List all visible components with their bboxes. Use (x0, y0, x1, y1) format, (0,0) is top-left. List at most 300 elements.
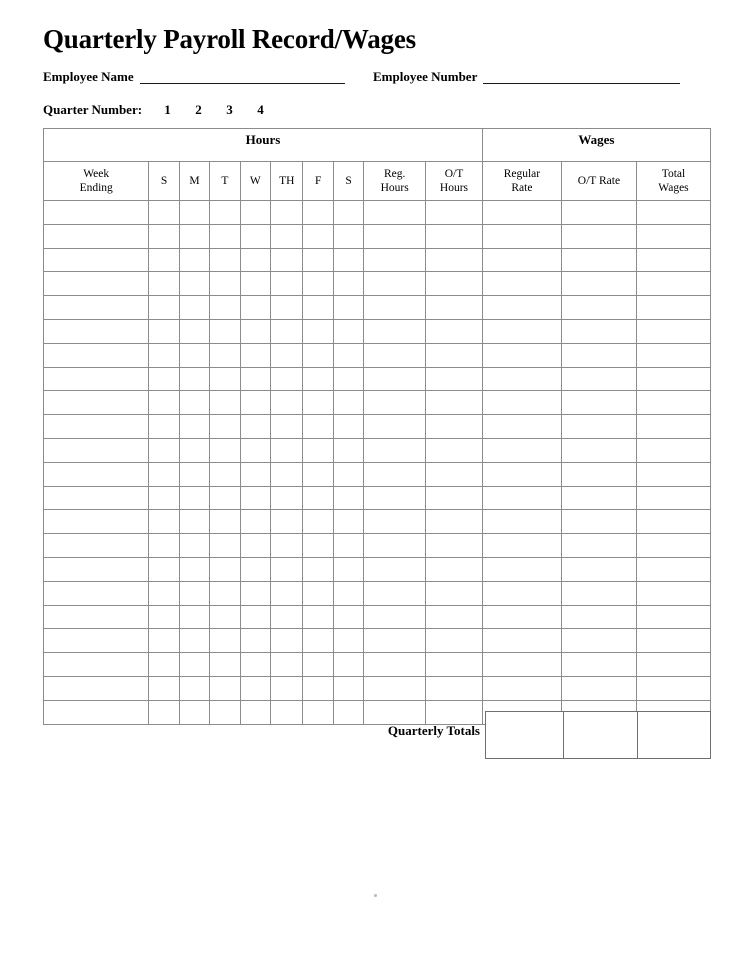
cell-ot-hours[interactable] (426, 653, 483, 677)
cell-friday[interactable] (303, 486, 333, 510)
cell-friday[interactable] (303, 296, 333, 320)
cell-wednesday[interactable] (240, 343, 270, 367)
cell-tuesday[interactable] (210, 534, 240, 558)
cell-saturday[interactable] (333, 296, 363, 320)
quarter-option-3[interactable]: 3 (226, 102, 233, 117)
cell-week-ending[interactable] (44, 700, 149, 724)
cell-regular-rate[interactable] (482, 248, 561, 272)
cell-total-wages[interactable] (636, 272, 710, 296)
cell-regular-rate[interactable] (482, 319, 561, 343)
cell-monday[interactable] (179, 201, 209, 225)
cell-saturday[interactable] (333, 248, 363, 272)
cell-total-wages[interactable] (636, 224, 710, 248)
cell-thursday[interactable] (271, 700, 303, 724)
cell-wednesday[interactable] (240, 653, 270, 677)
cell-saturday[interactable] (333, 438, 363, 462)
employee-name-input[interactable] (140, 71, 345, 84)
cell-tuesday[interactable] (210, 201, 240, 225)
cell-total-wages[interactable] (636, 343, 710, 367)
cell-total-wages[interactable] (636, 319, 710, 343)
cell-thursday[interactable] (271, 367, 303, 391)
cell-saturday[interactable] (333, 272, 363, 296)
quarterly-total-total-wages[interactable] (638, 712, 711, 759)
cell-regular-hours[interactable] (364, 653, 426, 677)
cell-regular-rate[interactable] (482, 343, 561, 367)
cell-wednesday[interactable] (240, 605, 270, 629)
cell-thursday[interactable] (271, 629, 303, 653)
cell-saturday[interactable] (333, 557, 363, 581)
cell-regular-hours[interactable] (364, 605, 426, 629)
cell-friday[interactable] (303, 700, 333, 724)
cell-tuesday[interactable] (210, 248, 240, 272)
cell-tuesday[interactable] (210, 415, 240, 439)
cell-ot-rate[interactable] (561, 367, 636, 391)
cell-monday[interactable] (179, 534, 209, 558)
cell-ot-hours[interactable] (426, 415, 483, 439)
cell-tuesday[interactable] (210, 629, 240, 653)
cell-regular-hours[interactable] (364, 201, 426, 225)
cell-wednesday[interactable] (240, 296, 270, 320)
cell-thursday[interactable] (271, 581, 303, 605)
cell-friday[interactable] (303, 462, 333, 486)
cell-ot-rate[interactable] (561, 462, 636, 486)
cell-total-wages[interactable] (636, 557, 710, 581)
cell-ot-rate[interactable] (561, 438, 636, 462)
cell-ot-rate[interactable] (561, 653, 636, 677)
cell-sunday[interactable] (149, 700, 179, 724)
cell-tuesday[interactable] (210, 486, 240, 510)
cell-total-wages[interactable] (636, 605, 710, 629)
cell-tuesday[interactable] (210, 296, 240, 320)
cell-regular-rate[interactable] (482, 224, 561, 248)
cell-week-ending[interactable] (44, 438, 149, 462)
cell-total-wages[interactable] (636, 629, 710, 653)
cell-monday[interactable] (179, 581, 209, 605)
cell-regular-rate[interactable] (482, 653, 561, 677)
cell-wednesday[interactable] (240, 462, 270, 486)
cell-thursday[interactable] (271, 438, 303, 462)
cell-week-ending[interactable] (44, 391, 149, 415)
cell-tuesday[interactable] (210, 391, 240, 415)
cell-regular-rate[interactable] (482, 272, 561, 296)
cell-wednesday[interactable] (240, 201, 270, 225)
cell-regular-rate[interactable] (482, 367, 561, 391)
quarterly-total-total-regular-rate[interactable] (486, 712, 564, 759)
column-header-wednesday (240, 162, 270, 201)
cell-ot-hours[interactable] (426, 224, 483, 248)
cell-sunday[interactable] (149, 201, 179, 225)
cell-monday[interactable] (179, 343, 209, 367)
cell-regular-hours[interactable] (364, 676, 426, 700)
cell-total-wages[interactable] (636, 391, 710, 415)
cell-ot-rate[interactable] (561, 557, 636, 581)
cell-monday[interactable] (179, 653, 209, 677)
cell-week-ending[interactable] (44, 581, 149, 605)
quarterly-totals-row (486, 712, 711, 759)
cell-ot-rate[interactable] (561, 272, 636, 296)
cell-ot-hours[interactable] (426, 272, 483, 296)
cell-saturday[interactable] (333, 224, 363, 248)
cell-saturday[interactable] (333, 319, 363, 343)
cell-ot-hours[interactable] (426, 605, 483, 629)
cell-total-wages[interactable] (636, 653, 710, 677)
cell-saturday[interactable] (333, 343, 363, 367)
cell-ot-hours[interactable] (426, 486, 483, 510)
cell-ot-rate[interactable] (561, 319, 636, 343)
cell-monday[interactable] (179, 272, 209, 296)
cell-ot-hours[interactable] (426, 510, 483, 534)
cell-regular-rate[interactable] (482, 581, 561, 605)
cell-monday[interactable] (179, 415, 209, 439)
cell-regular-hours[interactable] (364, 534, 426, 558)
cell-monday[interactable] (179, 438, 209, 462)
cell-sunday[interactable] (149, 581, 179, 605)
cell-thursday[interactable] (271, 676, 303, 700)
cell-regular-hours[interactable] (364, 557, 426, 581)
cell-ot-hours[interactable] (426, 438, 483, 462)
cell-ot-hours[interactable] (426, 367, 483, 391)
cell-regular-hours[interactable] (364, 415, 426, 439)
cell-week-ending[interactable] (44, 629, 149, 653)
cell-thursday[interactable] (271, 343, 303, 367)
cell-friday[interactable] (303, 557, 333, 581)
table-row (44, 367, 711, 391)
cell-monday[interactable] (179, 605, 209, 629)
cell-regular-hours[interactable] (364, 391, 426, 415)
cell-thursday[interactable] (271, 201, 303, 225)
cell-regular-rate[interactable] (482, 486, 561, 510)
cell-regular-rate[interactable] (482, 557, 561, 581)
cell-friday[interactable] (303, 510, 333, 534)
cell-week-ending[interactable] (44, 653, 149, 677)
cell-tuesday[interactable] (210, 605, 240, 629)
cell-sunday[interactable] (149, 224, 179, 248)
cell-friday[interactable] (303, 319, 333, 343)
cell-saturday[interactable] (333, 391, 363, 415)
quarterly-total-total-ot-rate[interactable] (564, 712, 638, 759)
cell-thursday[interactable] (271, 534, 303, 558)
cell-thursday[interactable] (271, 248, 303, 272)
cell-sunday[interactable] (149, 486, 179, 510)
cell-total-wages[interactable] (636, 581, 710, 605)
cell-monday[interactable] (179, 486, 209, 510)
cell-friday[interactable] (303, 391, 333, 415)
cell-regular-rate[interactable] (482, 438, 561, 462)
cell-ot-hours[interactable] (426, 343, 483, 367)
cell-sunday[interactable] (149, 343, 179, 367)
cell-friday[interactable] (303, 653, 333, 677)
cell-tuesday[interactable] (210, 272, 240, 296)
cell-ot-rate[interactable] (561, 581, 636, 605)
cell-friday[interactable] (303, 676, 333, 700)
cell-week-ending[interactable] (44, 676, 149, 700)
cell-wednesday[interactable] (240, 700, 270, 724)
cell-saturday[interactable] (333, 700, 363, 724)
cell-thursday[interactable] (271, 462, 303, 486)
cell-ot-rate[interactable] (561, 343, 636, 367)
cell-regular-hours[interactable] (364, 224, 426, 248)
cell-monday[interactable] (179, 296, 209, 320)
cell-week-ending[interactable] (44, 296, 149, 320)
cell-ot-hours[interactable] (426, 462, 483, 486)
cell-tuesday[interactable] (210, 462, 240, 486)
cell-friday[interactable] (303, 629, 333, 653)
cell-week-ending[interactable] (44, 415, 149, 439)
cell-ot-hours[interactable] (426, 201, 483, 225)
cell-week-ending[interactable] (44, 272, 149, 296)
cell-ot-hours[interactable] (426, 296, 483, 320)
cell-sunday[interactable] (149, 248, 179, 272)
cell-regular-hours[interactable] (364, 629, 426, 653)
cell-sunday[interactable] (149, 534, 179, 558)
cell-regular-rate[interactable] (482, 391, 561, 415)
cell-friday[interactable] (303, 581, 333, 605)
cell-ot-rate[interactable] (561, 486, 636, 510)
cell-ot-hours[interactable] (426, 391, 483, 415)
cell-saturday[interactable] (333, 629, 363, 653)
cell-friday[interactable] (303, 343, 333, 367)
cell-saturday[interactable] (333, 676, 363, 700)
cell-thursday[interactable] (271, 296, 303, 320)
cell-regular-rate[interactable] (482, 510, 561, 534)
cell-ot-hours[interactable] (426, 319, 483, 343)
cell-regular-rate[interactable] (482, 296, 561, 320)
cell-regular-hours[interactable] (364, 248, 426, 272)
cell-wednesday[interactable] (240, 629, 270, 653)
cell-sunday[interactable] (149, 462, 179, 486)
cell-total-wages[interactable] (636, 462, 710, 486)
cell-week-ending[interactable] (44, 201, 149, 225)
cell-regular-hours[interactable] (364, 462, 426, 486)
employee-name-field[interactable] (43, 70, 345, 84)
cell-regular-hours[interactable] (364, 367, 426, 391)
cell-wednesday[interactable] (240, 438, 270, 462)
cell-tuesday[interactable] (210, 700, 240, 724)
cell-sunday[interactable] (149, 296, 179, 320)
column-header-ot-rate (561, 162, 636, 201)
cell-regular-hours[interactable] (364, 319, 426, 343)
cell-sunday[interactable] (149, 367, 179, 391)
cell-thursday[interactable] (271, 415, 303, 439)
cell-regular-rate[interactable] (482, 629, 561, 653)
cell-wednesday[interactable] (240, 415, 270, 439)
cell-week-ending[interactable] (44, 510, 149, 534)
cell-sunday[interactable] (149, 319, 179, 343)
cell-sunday[interactable] (149, 272, 179, 296)
cell-total-wages[interactable] (636, 201, 710, 225)
cell-sunday[interactable] (149, 629, 179, 653)
cell-thursday[interactable] (271, 557, 303, 581)
cell-regular-hours[interactable] (364, 510, 426, 534)
cell-week-ending[interactable] (44, 462, 149, 486)
cell-sunday[interactable] (149, 676, 179, 700)
cell-wednesday[interactable] (240, 224, 270, 248)
cell-friday[interactable] (303, 272, 333, 296)
cell-ot-hours[interactable] (426, 629, 483, 653)
cell-saturday[interactable] (333, 462, 363, 486)
cell-monday[interactable] (179, 462, 209, 486)
cell-saturday[interactable] (333, 367, 363, 391)
cell-monday[interactable] (179, 676, 209, 700)
cell-wednesday[interactable] (240, 367, 270, 391)
cell-wednesday[interactable] (240, 557, 270, 581)
cell-week-ending[interactable] (44, 367, 149, 391)
cell-regular-rate[interactable] (482, 201, 561, 225)
cell-tuesday[interactable] (210, 224, 240, 248)
cell-regular-hours[interactable] (364, 296, 426, 320)
cell-monday[interactable] (179, 700, 209, 724)
cell-monday[interactable] (179, 248, 209, 272)
cell-wednesday[interactable] (240, 248, 270, 272)
cell-monday[interactable] (179, 629, 209, 653)
cell-friday[interactable] (303, 224, 333, 248)
quarter-option-4[interactable]: 4 (257, 102, 264, 117)
cell-tuesday[interactable] (210, 676, 240, 700)
cell-tuesday[interactable] (210, 653, 240, 677)
cell-total-wages[interactable] (636, 534, 710, 558)
cell-monday[interactable] (179, 510, 209, 534)
cell-saturday[interactable] (333, 581, 363, 605)
cell-saturday[interactable] (333, 510, 363, 534)
cell-saturday[interactable] (333, 653, 363, 677)
cell-total-wages[interactable] (636, 438, 710, 462)
cell-tuesday[interactable] (210, 438, 240, 462)
cell-total-wages[interactable] (636, 676, 710, 700)
cell-ot-hours[interactable] (426, 676, 483, 700)
cell-friday[interactable] (303, 605, 333, 629)
cell-wednesday[interactable] (240, 510, 270, 534)
cell-total-wages[interactable] (636, 510, 710, 534)
cell-monday[interactable] (179, 557, 209, 581)
cell-sunday[interactable] (149, 510, 179, 534)
cell-sunday[interactable] (149, 605, 179, 629)
cell-ot-hours[interactable] (426, 534, 483, 558)
cell-tuesday[interactable] (210, 510, 240, 534)
cell-friday[interactable] (303, 534, 333, 558)
cell-friday[interactable] (303, 438, 333, 462)
cell-friday[interactable] (303, 248, 333, 272)
column-header-friday-line-1: F (314, 175, 322, 187)
cell-friday[interactable] (303, 367, 333, 391)
cell-saturday[interactable] (333, 605, 363, 629)
cell-saturday[interactable] (333, 486, 363, 510)
cell-sunday[interactable] (149, 415, 179, 439)
cell-ot-hours[interactable] (426, 248, 483, 272)
cell-regular-hours[interactable] (364, 343, 426, 367)
cell-wednesday[interactable] (240, 272, 270, 296)
cell-thursday[interactable] (271, 510, 303, 534)
cell-monday[interactable] (179, 319, 209, 343)
cell-friday[interactable] (303, 201, 333, 225)
cell-total-wages[interactable] (636, 296, 710, 320)
cell-wednesday[interactable] (240, 319, 270, 343)
cell-ot-rate[interactable] (561, 605, 636, 629)
employee-number-field[interactable] (373, 70, 680, 84)
cell-week-ending[interactable] (44, 224, 149, 248)
employee-number-input[interactable] (483, 71, 680, 84)
cell-regular-hours[interactable] (364, 486, 426, 510)
cell-ot-rate[interactable] (561, 534, 636, 558)
cell-monday[interactable] (179, 367, 209, 391)
column-header-tuesday-line-1: T (221, 175, 229, 187)
cell-total-wages[interactable] (636, 486, 710, 510)
cell-tuesday[interactable] (210, 367, 240, 391)
cell-week-ending[interactable] (44, 557, 149, 581)
cell-tuesday[interactable] (210, 581, 240, 605)
cell-tuesday[interactable] (210, 319, 240, 343)
cell-ot-hours[interactable] (426, 557, 483, 581)
cell-sunday[interactable] (149, 653, 179, 677)
cell-sunday[interactable] (149, 391, 179, 415)
cell-week-ending[interactable] (44, 605, 149, 629)
cell-sunday[interactable] (149, 557, 179, 581)
cell-wednesday[interactable] (240, 391, 270, 415)
cell-total-wages[interactable] (636, 415, 710, 439)
cell-regular-rate[interactable] (482, 605, 561, 629)
cell-regular-rate[interactable] (482, 676, 561, 700)
cell-week-ending[interactable] (44, 534, 149, 558)
cell-ot-rate[interactable] (561, 510, 636, 534)
cell-tuesday[interactable] (210, 343, 240, 367)
cell-regular-rate[interactable] (482, 462, 561, 486)
cell-regular-rate[interactable] (482, 534, 561, 558)
cell-week-ending[interactable] (44, 343, 149, 367)
cell-week-ending[interactable] (44, 319, 149, 343)
cell-wednesday[interactable] (240, 581, 270, 605)
cell-ot-rate[interactable] (561, 201, 636, 225)
cell-thursday[interactable] (271, 391, 303, 415)
cell-total-wages[interactable] (636, 367, 710, 391)
cell-thursday[interactable] (271, 224, 303, 248)
cell-ot-rate[interactable] (561, 391, 636, 415)
column-header-regular-hours-line-2: Hours (380, 182, 409, 194)
cell-ot-rate[interactable] (561, 676, 636, 700)
cell-thursday[interactable] (271, 486, 303, 510)
cell-total-wages[interactable] (636, 248, 710, 272)
cell-thursday[interactable] (271, 272, 303, 296)
column-header-monday-line-1: M (189, 175, 200, 187)
cell-wednesday[interactable] (240, 486, 270, 510)
cell-saturday[interactable] (333, 415, 363, 439)
cell-thursday[interactable] (271, 605, 303, 629)
cell-sunday[interactable] (149, 438, 179, 462)
quarter-option-2[interactable]: 2 (195, 102, 202, 117)
cell-week-ending[interactable] (44, 486, 149, 510)
quarter-option-1[interactable]: 1 (164, 102, 171, 117)
cell-monday[interactable] (179, 224, 209, 248)
cell-ot-rate[interactable] (561, 296, 636, 320)
cell-saturday[interactable] (333, 534, 363, 558)
cell-tuesday[interactable] (210, 557, 240, 581)
cell-monday[interactable] (179, 391, 209, 415)
cell-regular-hours[interactable] (364, 581, 426, 605)
cell-saturday[interactable] (333, 201, 363, 225)
cell-week-ending[interactable] (44, 248, 149, 272)
cell-regular-rate[interactable] (482, 415, 561, 439)
cell-ot-rate[interactable] (561, 629, 636, 653)
cell-ot-hours[interactable] (426, 581, 483, 605)
cell-wednesday[interactable] (240, 534, 270, 558)
cell-regular-hours[interactable] (364, 272, 426, 296)
cell-friday[interactable] (303, 415, 333, 439)
cell-thursday[interactable] (271, 653, 303, 677)
cell-ot-rate[interactable] (561, 248, 636, 272)
cell-regular-hours[interactable] (364, 438, 426, 462)
cell-ot-rate[interactable] (561, 415, 636, 439)
cell-ot-rate[interactable] (561, 224, 636, 248)
cell-thursday[interactable] (271, 319, 303, 343)
cell-wednesday[interactable] (240, 676, 270, 700)
